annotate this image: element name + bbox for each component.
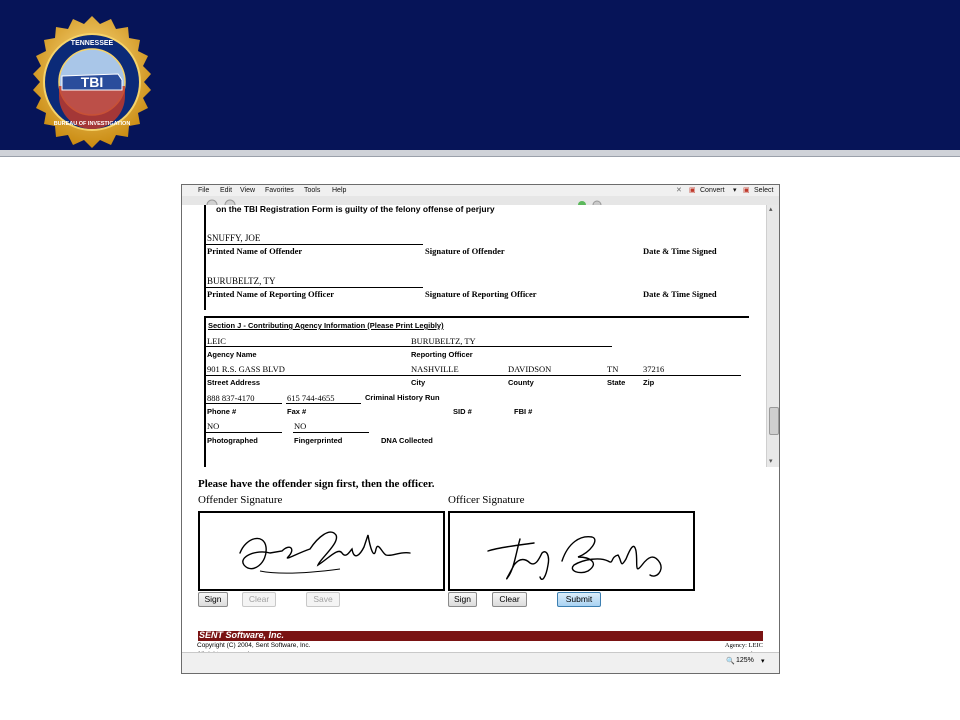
printed-name-officer-label: Printed Name of Reporting Officer (207, 289, 334, 299)
offender-signature-drawing (200, 513, 443, 589)
submit-button[interactable]: Submit (557, 592, 601, 607)
menu-file[interactable]: File (198, 187, 210, 194)
menu-tools[interactable]: Tools (304, 187, 321, 194)
county-value: DAVIDSON (508, 364, 552, 374)
web-page (182, 205, 779, 652)
date-time-signed-label: Date & Time Signed (643, 246, 717, 256)
officer-name-line (206, 287, 423, 288)
phone-line (206, 403, 282, 404)
offender-name-line (206, 244, 423, 245)
photographed-label: Photographed (207, 436, 258, 445)
city-value: NASHVILLE (411, 364, 459, 374)
fingerprinted-value: NO (294, 421, 307, 431)
zoom-dropdown-icon[interactable]: ▾ (761, 658, 765, 665)
svg-text:BUREAU OF INVESTIGATION: BUREAU OF INVESTIGATION (53, 121, 131, 127)
reporting-officer-label: Reporting Officer (411, 350, 473, 359)
select-icon: ▣ (743, 187, 750, 194)
zoom-level[interactable]: 125% (736, 657, 754, 664)
signature-officer-label: Signature of Reporting Officer (425, 289, 537, 299)
toolbar-strip (182, 196, 779, 205)
criminal-history-run-label: Criminal History Run (365, 393, 440, 402)
officer-signature-drawing (450, 513, 693, 589)
status-bar (182, 652, 779, 674)
footer-bar (198, 631, 763, 641)
tbi-seal-logo (24, 14, 160, 150)
offender-signature-title: Offender Signature (198, 494, 283, 506)
reporting-officer-value: BURUBELTZ, TY (411, 336, 476, 346)
fax-line (286, 403, 361, 404)
sign-instruction: Please have the offender sign first, then the officer. (198, 478, 435, 490)
menu-view[interactable]: View (240, 187, 256, 194)
signature-offender-label: Signature of Offender (425, 246, 505, 256)
offender-signature-pad[interactable] (198, 511, 445, 591)
zip-value: 37216 (643, 364, 665, 374)
chevron-down-icon[interactable]: ▾ (733, 187, 737, 194)
menu-help[interactable]: Help (332, 187, 347, 194)
printed-name-offender-label: Printed Name of Offender (207, 246, 303, 256)
fbi-label: FBI # (514, 407, 533, 416)
date-time-signed-label-2: Date & Time Signed (643, 289, 717, 299)
offender-clear-button[interactable]: Clear (242, 592, 276, 607)
fingerprinted-line (293, 432, 369, 433)
fax-label: Fax # (287, 407, 307, 416)
zoom-icon: 🔍 (726, 658, 735, 665)
state-value: TN (607, 364, 619, 374)
offender-sign-button[interactable]: Sign (198, 592, 228, 607)
officer-signature-title: Officer Signature (448, 494, 525, 506)
zip-label: Zip (643, 378, 655, 387)
officer-signature-pad[interactable] (448, 511, 695, 591)
copyright-text: Copyright (C) 2004, Sent Software, Inc. (197, 642, 311, 649)
dna-collected-label: DNA Collected (381, 436, 433, 445)
agency-name-value: LEIC (207, 336, 226, 346)
form-left-border (204, 205, 206, 310)
convert-button[interactable]: Convert (700, 187, 725, 194)
svg-text:TENNESSEE: TENNESSEE (70, 40, 114, 47)
address-line (206, 375, 741, 376)
menu-edit[interactable]: Edit (220, 187, 233, 194)
scroll-down-icon[interactable]: ▾ (769, 458, 773, 465)
offender-name-value: SNUFFY, JOE (207, 233, 261, 243)
banner-divider (0, 150, 960, 157)
form-scrollbar[interactable] (766, 205, 780, 467)
select-button[interactable]: Select (754, 187, 774, 194)
offender-save-button[interactable]: Save (306, 592, 340, 607)
street-address-label: Street Address (207, 378, 261, 387)
state-label: State (607, 378, 626, 387)
phone-value: 888 837-4170 (207, 393, 255, 403)
section-j-top-border (204, 316, 749, 318)
browser-window (181, 184, 780, 674)
section-j-title: Section J - Contributing Agency Information (Please Print Legibly) (208, 321, 444, 330)
sid-label: SID # (453, 407, 472, 416)
street-address-value: 901 R.S. GASS BLVD (207, 364, 285, 374)
fingerprinted-label: Fingerprinted (294, 436, 343, 445)
county-label: County (508, 378, 534, 387)
city-label: City (411, 378, 426, 387)
convert-icon: ▣ (689, 187, 696, 194)
scrollbar-thumb[interactable] (769, 407, 779, 435)
section-j-left-border (204, 316, 206, 467)
photographed-line (206, 432, 282, 433)
agency-line (206, 346, 612, 347)
phone-label: Phone # (207, 407, 237, 416)
agency-name-label: Agency Name (207, 350, 257, 359)
scroll-up-icon[interactable]: ▴ (769, 206, 773, 213)
registration-form (182, 205, 754, 467)
officer-clear-button[interactable]: Clear (492, 592, 527, 607)
officer-sign-button[interactable]: Sign (448, 592, 477, 607)
photographed-value: NO (207, 421, 220, 431)
company-name: SENT Software, Inc. (199, 630, 285, 640)
menu-favorites[interactable]: Favorites (265, 187, 294, 194)
officer-name-value: BURUBELTZ, TY (207, 276, 276, 286)
perjury-notice: on the TBI Registration Form is guilty of the felony offense of perjury (216, 205, 495, 214)
agency-footer: Agency: LEIC (724, 642, 763, 649)
svg-text:TBI: TBI (80, 74, 104, 90)
fax-value: 615 744-4655 (287, 393, 335, 403)
close-x-icon[interactable]: ✕ (676, 187, 682, 194)
